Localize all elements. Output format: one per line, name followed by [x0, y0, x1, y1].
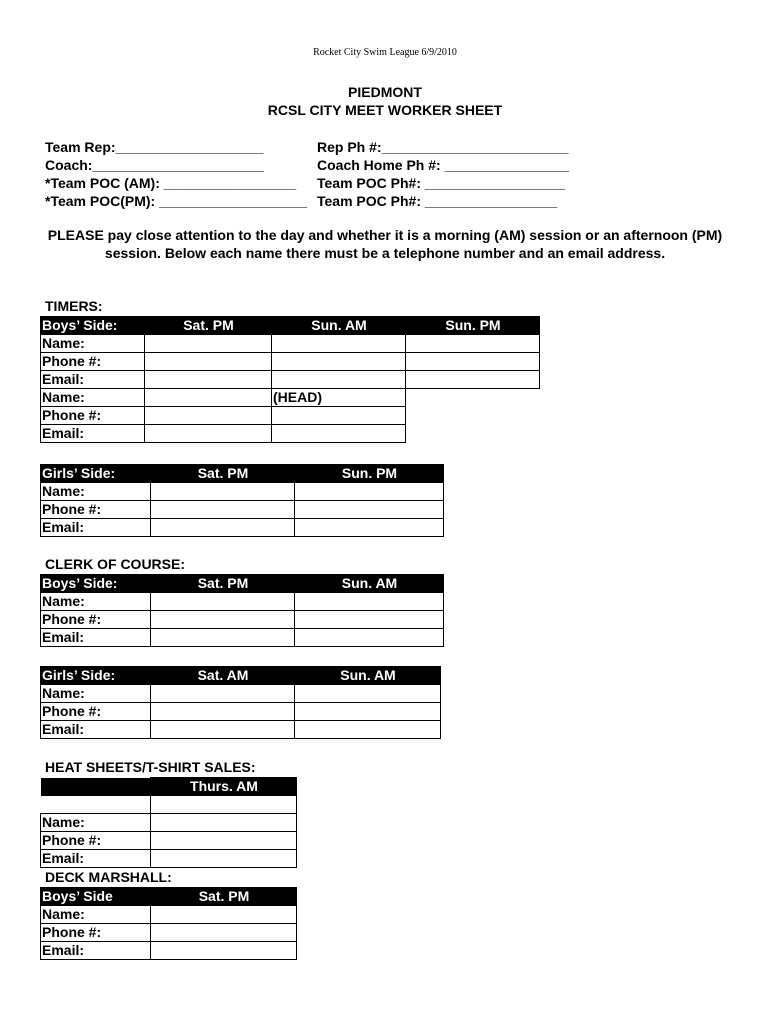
phone-cell[interactable]: [151, 501, 295, 519]
row-label: Phone #:: [41, 924, 151, 942]
phone-cell[interactable]: [151, 611, 295, 629]
email-cell[interactable]: [151, 629, 295, 647]
row-label: Name:: [41, 814, 151, 832]
team-name: PIEDMONT: [348, 84, 422, 100]
team-poc-pm-field[interactable]: *Team POC(PM): ___________________: [45, 193, 308, 209]
row-label: Phone #:: [41, 832, 151, 850]
row-label: Phone #:: [41, 703, 151, 721]
deck-marshall-table: [40, 887, 297, 960]
email-cell[interactable]: [151, 519, 295, 537]
row-label: Email:: [41, 519, 151, 537]
phone-cell[interactable]: [151, 924, 297, 942]
row-label: Name:: [41, 906, 151, 924]
row-label: Phone #:: [41, 501, 151, 519]
team-rep-field[interactable]: Team Rep:___________________: [45, 139, 264, 155]
email-cell[interactable]: [145, 425, 272, 443]
name-cell[interactable]: [151, 483, 295, 501]
name-cell[interactable]: [295, 593, 444, 611]
deck-marshall-title: DECK MARSHALL:: [45, 869, 172, 885]
email-cell[interactable]: [145, 371, 272, 389]
clerk-girls-table: [40, 666, 441, 739]
row-label: Email:: [41, 629, 151, 647]
email-cell[interactable]: [295, 519, 444, 537]
column-header: Sat. PM: [145, 317, 272, 335]
timers-girls-table: [40, 464, 444, 537]
column-header: Sat. PM: [151, 465, 295, 483]
spacer-cell: [151, 796, 297, 814]
empty-cell: [406, 389, 540, 407]
team-poc-pm-phone-field[interactable]: Team POC Ph#: _________________: [317, 193, 558, 209]
empty-cell: [406, 407, 540, 425]
phone-cell[interactable]: [295, 501, 444, 519]
side-label: Girls’ Side:: [41, 465, 151, 483]
name-cell[interactable]: [406, 335, 540, 353]
name-cell[interactable]: [151, 814, 297, 832]
email-cell[interactable]: [151, 850, 297, 868]
name-cell[interactable]: [295, 483, 444, 501]
page-header: Rocket City Swim League 6/9/2010: [313, 47, 457, 58]
row-label: Email:: [41, 942, 151, 960]
column-header: Sun. PM: [406, 317, 540, 335]
clerk-title: CLERK OF COURSE:: [45, 556, 185, 572]
column-header: Sat. PM: [151, 575, 295, 593]
phone-cell[interactable]: [406, 353, 540, 371]
row-label: Email:: [41, 850, 151, 868]
phone-cell[interactable]: [145, 407, 272, 425]
column-header: Sun. AM: [295, 667, 441, 685]
coach-field[interactable]: Coach:______________________: [45, 157, 264, 173]
clerk-boys-table: [40, 574, 444, 647]
column-header: Sun. PM: [295, 465, 444, 483]
email-cell[interactable]: [406, 371, 540, 389]
row-label: Phone #:: [41, 407, 145, 425]
phone-cell[interactable]: [151, 832, 297, 850]
empty-header-cell: [41, 778, 151, 796]
column-header: Sun. AM: [272, 317, 406, 335]
phone-cell[interactable]: [151, 703, 295, 721]
heat-sheets-table: [40, 777, 297, 868]
row-label: Name:: [41, 335, 145, 353]
column-header: Sat. PM: [151, 888, 297, 906]
sheet-title: RCSL CITY MEET WORKER SHEET: [267, 102, 503, 118]
column-header: Sun. AM: [295, 575, 444, 593]
row-label: Name:: [41, 593, 151, 611]
row-label: Name:: [41, 483, 151, 501]
email-cell[interactable]: [151, 721, 295, 739]
phone-cell[interactable]: [295, 611, 444, 629]
row-label: Phone #:: [41, 353, 145, 371]
phone-cell[interactable]: [295, 703, 441, 721]
row-label: Email:: [41, 371, 145, 389]
column-header: Sat. AM: [151, 667, 295, 685]
name-cell[interactable]: [151, 685, 295, 703]
spacer-row: [41, 796, 151, 814]
row-label: Email:: [41, 721, 151, 739]
row-label: Phone #:: [41, 611, 151, 629]
column-header: Thurs. AM: [151, 778, 297, 796]
name-cell[interactable]: [145, 335, 272, 353]
phone-cell[interactable]: [272, 407, 406, 425]
row-label: Email:: [41, 425, 145, 443]
name-cell[interactable]: [145, 389, 272, 407]
email-cell[interactable]: [272, 371, 406, 389]
email-cell[interactable]: [295, 629, 444, 647]
coach-home-phone-field[interactable]: Coach Home Ph #: ________________: [317, 157, 570, 173]
timers-title: TIMERS:: [45, 298, 103, 314]
name-cell[interactable]: [151, 906, 297, 924]
row-label: Name:: [41, 685, 151, 703]
phone-cell[interactable]: [272, 353, 406, 371]
email-cell[interactable]: [272, 425, 406, 443]
side-label: Boys’ Side:: [41, 575, 151, 593]
empty-cell: [406, 425, 540, 443]
email-cell[interactable]: [151, 942, 297, 960]
side-label: Boys’ Side: [41, 888, 151, 906]
row-label: Name:: [41, 389, 145, 407]
name-cell[interactable]: [272, 335, 406, 353]
head-name-cell[interactable]: (HEAD): [272, 389, 406, 407]
instructions-notice: PLEASE pay close attention to the day and whether it is a morning (AM) session or an afternoon (PM) session. Below each name there must be a telephone number and an email address.: [47, 227, 723, 261]
timers-boys-table: [40, 316, 540, 443]
heat-sheets-title: HEAT SHEETS/T-SHIRT SALES:: [45, 759, 256, 775]
side-label: Boys’ Side:: [41, 317, 145, 335]
rep-phone-field[interactable]: Rep Ph #:________________________: [317, 139, 569, 155]
side-label: Girls’ Side:: [41, 667, 151, 685]
phone-cell[interactable]: [145, 353, 272, 371]
team-poc-am-phone-field[interactable]: Team POC Ph#: __________________: [317, 175, 566, 191]
team-poc-am-field[interactable]: *Team POC (AM): _________________: [45, 175, 297, 191]
name-cell[interactable]: [151, 593, 295, 611]
name-cell[interactable]: [295, 685, 441, 703]
email-cell[interactable]: [295, 721, 441, 739]
